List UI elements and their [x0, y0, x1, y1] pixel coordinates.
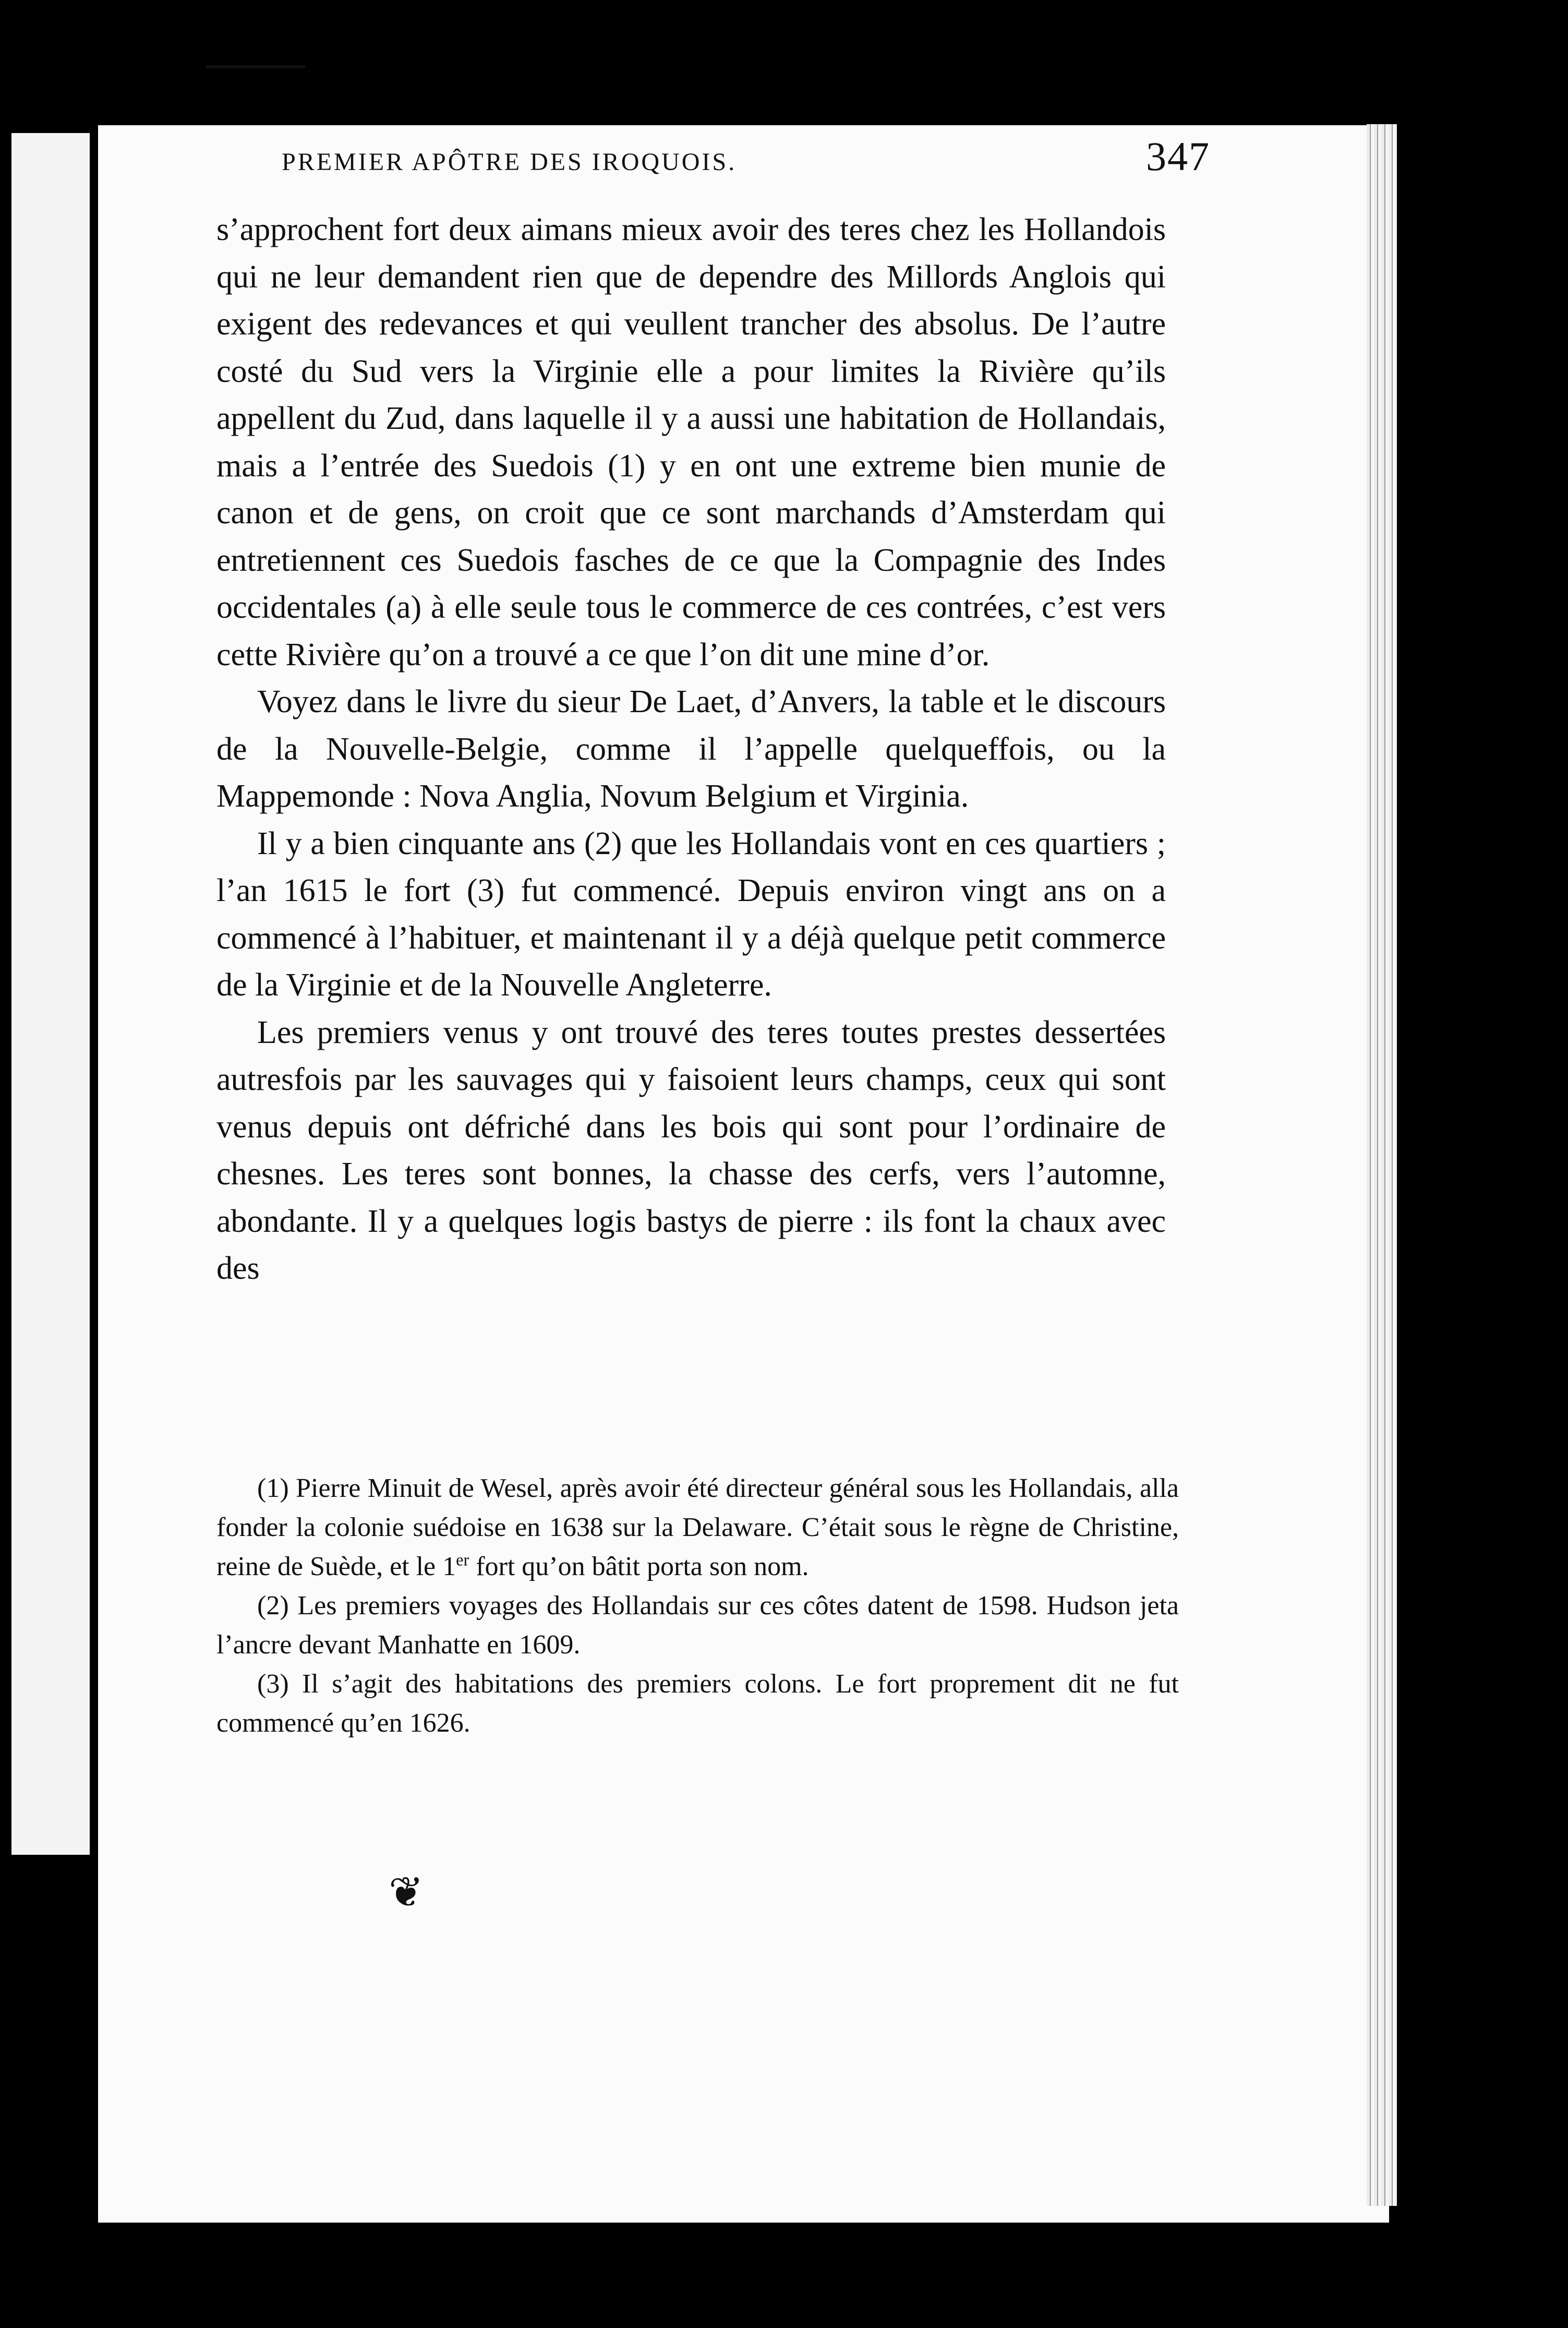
page-number: 347: [1146, 134, 1210, 179]
fleuron-icon: ❦: [389, 1870, 424, 1916]
footnote-1: (1) Pierre Minuit de Wesel, après avoir été directeur général sous les Hollandais, alla fonder la colonie suédoise en 1638 sur la Delaware. C’était sous le règne de Christine, reine de Suède, et le 1er fort qu’on bâtit porta son nom.: [216, 1473, 1179, 1581]
body-text: [216, 206, 1166, 1292]
scan-left-edge: [11, 133, 90, 1855]
paragraph: Voyez dans le livre du sieur De Laet, d’Anvers, la table et le discours de la Nouvelle-Belgie, comme il l’appelle quelqueffois, ou la Mappemonde : Nova Anglia, Novum Belgium et Virginia.: [216, 684, 1166, 814]
page-header: [282, 133, 1210, 190]
page-stack-edge: [1367, 124, 1397, 2206]
footnote-3: (3) Il s’agit des habitations des premiers colons. Le fort proprement dit ne fut commencé qu’en 1626.: [216, 1669, 1179, 1738]
footnote-2: (2) Les premiers voyages des Hollandais sur ces côtes datent de 1598. Hudson jeta l’ancre devant Manhatte en 1609.: [216, 1591, 1179, 1660]
paragraph: Il y a bien cinquante ans (2) que les Hollandais vont en ces quartiers ; l’an 1615 le fort (3) fut commencé. Depuis environ vingt ans on a commencé à l’habituer, et maintenant il y a déjà quelque petit commerce de la Virginie et de la Nouvelle Angleterre.: [216, 825, 1166, 1003]
running-head: PREMIER APÔTRE DES IROQUOIS.: [282, 148, 737, 176]
paragraph: Les premiers venus y ont trouvé des teres toutes prestes dessertées autresfois par les sauvages qui y faisoient leurs champs, ceux qui sont venus depuis ont défriché dans les bois qui sont pour l’ordinaire de chesnes. Les teres sont bonnes, la chasse des cerfs, vers l’automne, abondante. Il y a quelques logis bastys de pierre : ils font la chaux avec des: [216, 1014, 1166, 1286]
footnotes: [216, 1469, 1179, 1743]
paragraph: s’approchent fort deux aimans mieux avoir des teres chez les Hollandois qui ne leur demandent rien que de dependre des Millords Anglois qui exigent des redevances et qui veullent trancher des absolus. De l’autre costé du Sud vers la Virginie elle a pour limites la Rivière qu’ils appellent du Zud, dans laquelle il y a aussi une habitation de Hollandais, mais a l’entrée des Suedois (1) y en ont une extreme bien munie de canon et de gens, on croit que ce sont marchands d’Amsterdam qui entretiennent ces Suedois fasches de ce que la Compagnie des Indes occidentales (a) à elle seule tous le commerce de ces contrées, c’est vers cette Rivière qu’on a trouvé a ce que l’on dit une mine d’or.: [216, 212, 1166, 673]
ink-mark: [206, 65, 305, 68]
